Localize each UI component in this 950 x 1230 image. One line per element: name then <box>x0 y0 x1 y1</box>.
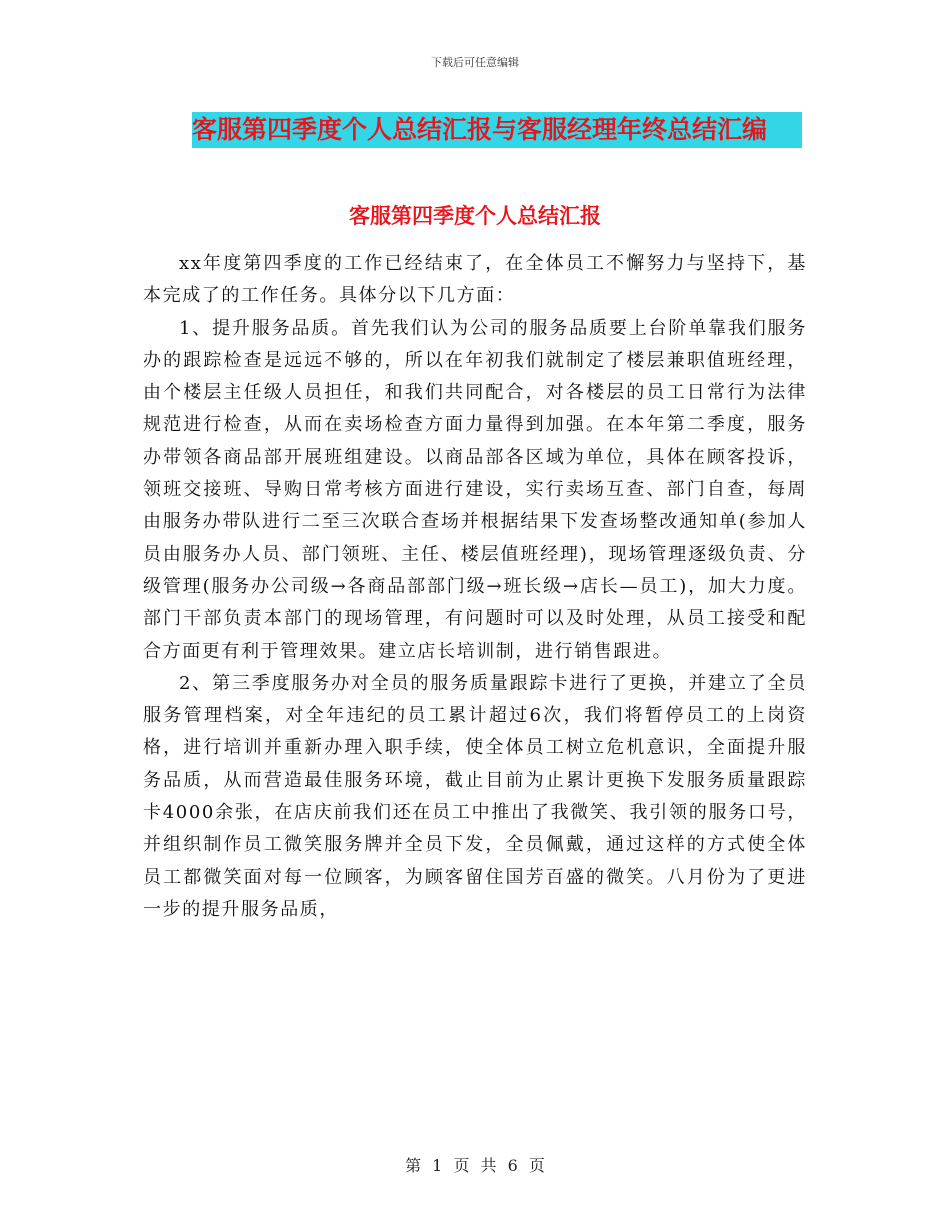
page-indicator: 第 1 页 共 6 页 <box>405 1156 545 1175</box>
section-title: 客服第四季度个人总结汇报 <box>349 204 601 228</box>
paragraph-tracking-card: 2、第三季度服务办对全员的服务质量跟踪卡进行了更换，并建立了全员服务管理档案，对全年违纪的员工累计超过6次，我们将暂停员工的上岗资格，进行培训并重新办理入职手续，使全体员工树立危机意识，全面提升服务品质，从而营造最佳服务环境，截止目前为止累计更换下发服务质量跟踪卡4000余张，在店庆前我们还在员工中推出了我微笑、我引领的服务口号，并组织制作员工微笑服务牌并全员下发，全员佩戴，通过这样的方式使全体员工都微笑面对每一位顾客，为顾客留住国芳百盛的微笑。八月份为了更进一步的提升服务品质， <box>143 672 807 920</box>
paragraph-intro: xx年度第四季度的工作已经结束了，在全体员工不懈努力与坚持下，基本完成了的工作任务。具体分以下几方面： <box>143 253 807 307</box>
document-body <box>143 248 807 926</box>
main-title: 客服第四季度个人总结汇报与客服经理年终总结汇编 <box>192 115 768 144</box>
paragraph-service-quality: 1、提升服务品质。首先我们认为公司的服务品质要上台阶单靠我们服务办的跟踪检查是远远不够的，所以在年初我们就制定了楼层兼职值班经理，由个楼层主任级人员担任，和我们共同配合，对各楼层的员工日常行为法律规范进行检查，从而在卖场检查方面力量得到加强。在本年第二季度，服务办带领各商品部开展班组建设。以商品部各区域为单位，具体在顾客投诉，领班交接班、导购日常考核方面进行建设，实行卖场互查、部门自查，每周由服务办带队进行二至三次联合查场并根据结果下发查场整改通知单(参加人员由服务办人员、部门领班、主任、楼层值班经理)，现场管理逐级负责、分级管理(服务办公司级→各商品部部门级→班长级→店长—员工)，加大力度。部门干部负责本部门的现场管理，有问题时可以及时处理，从员工接受和配合方面更有利于管理效果。建立店长培训制，进行销售跟进。 <box>143 317 807 662</box>
main-title-highlight <box>192 112 802 148</box>
header-note: 下载后可任意编辑 <box>431 56 519 69</box>
